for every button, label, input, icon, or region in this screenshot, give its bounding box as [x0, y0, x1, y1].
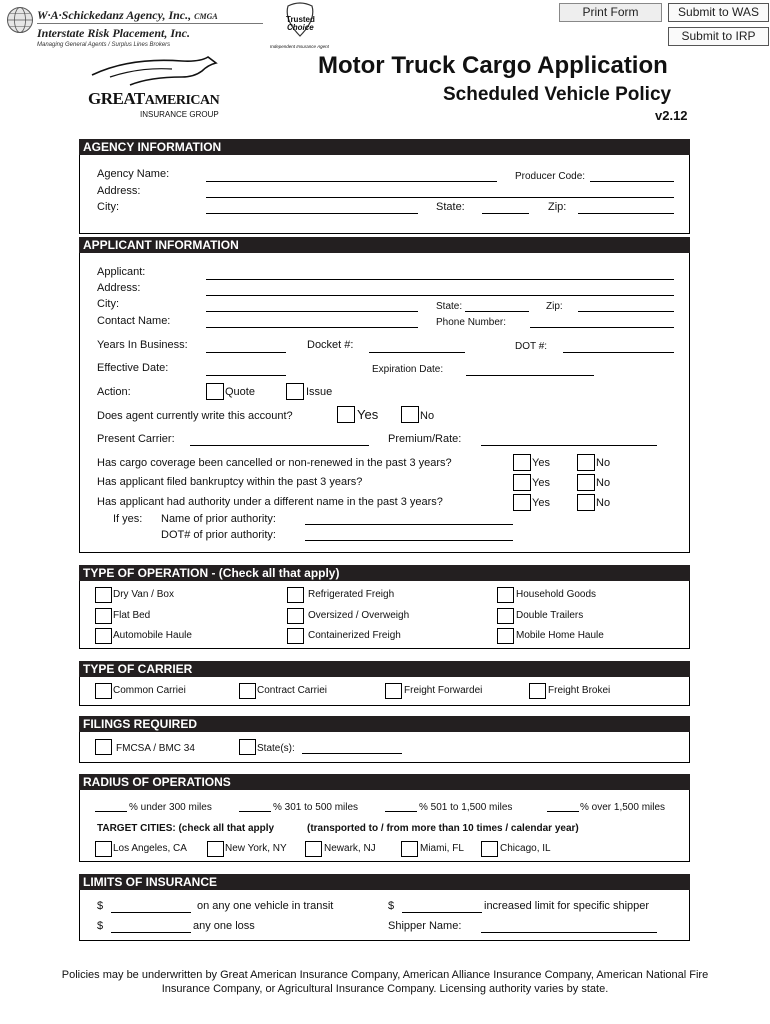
op-oversized-checkbox[interactable]	[287, 608, 304, 624]
authority-yes-label: Yes	[532, 497, 550, 509]
footer-disclaimer: Policies may be underwritten by Great American Insurance Company, American Alliance Insurance Company, American National Fire Insurance Company, or Agricultural Insurance Company. Licensing authority varies by state.	[61, 969, 709, 995]
carrier-forwarder-checkbox[interactable]	[385, 683, 402, 699]
states-checkbox[interactable]	[239, 739, 256, 755]
dot-label: DOT #:	[515, 341, 548, 352]
carrier-forwarder-label: Freight Forwardei	[404, 685, 483, 696]
agent-writes-no-label: No	[420, 410, 435, 422]
agency-address-field[interactable]	[206, 197, 674, 198]
issue-checkbox[interactable]	[286, 383, 304, 400]
carrier-common-checkbox[interactable]	[95, 683, 112, 699]
op-oversized-label: Oversized / Overweigh	[308, 610, 410, 621]
carrier-contract-checkbox[interactable]	[239, 683, 256, 699]
agency-city-label: City:	[97, 201, 119, 213]
insurance-group-text: INSURANCE GROUP	[140, 110, 219, 119]
cancelled-yes-checkbox[interactable]	[513, 454, 531, 471]
agent-writes-no-checkbox[interactable]	[401, 406, 419, 423]
radius-under-300-label: % under 300 miles	[129, 802, 212, 813]
loss-limit-dollar: $	[97, 920, 104, 932]
agency-state-field[interactable]	[482, 213, 529, 214]
producer-code-label: Producer Code:	[515, 171, 586, 182]
target-cities-label: TARGET CITIES: (check all that apply	[97, 823, 275, 834]
vehicle-limit-label: on any one vehicle in transit	[197, 900, 334, 912]
expiration-date-field[interactable]	[466, 375, 594, 376]
filings-section-heading: FILINGS REQUIRED	[79, 716, 690, 732]
fmcsa-label: FMCSA / BMC 34	[116, 743, 195, 754]
producer-code-field[interactable]	[590, 181, 674, 182]
agency-zip-label: Zip:	[548, 201, 567, 213]
applicant-zip-field[interactable]	[578, 311, 674, 312]
op-automobile-label: Automobile Haule	[113, 630, 192, 641]
city-new-york-label: New York, NY	[225, 843, 287, 854]
bankruptcy-yes-label: Yes	[532, 477, 550, 489]
bankruptcy-question: Has applicant filed bankruptcy within the past 3 years?	[97, 476, 363, 488]
city-miami-checkbox[interactable]	[401, 841, 418, 857]
agency-logo-name: W·A·Schickedanz Agency, Inc.,	[37, 8, 192, 22]
applicant-city-label: City:	[97, 298, 119, 310]
cancelled-no-label: No	[596, 457, 611, 469]
agency-zip-field[interactable]	[578, 213, 674, 214]
city-newark-checkbox[interactable]	[305, 841, 322, 857]
applicant-section-heading: APPLICANT INFORMATION	[79, 237, 690, 253]
authority-question: Has applicant had authority under a different name in the past 3 years?	[97, 496, 443, 508]
agency-name-label: Agency Name:	[97, 168, 170, 180]
city-chicago-label: Chicago, IL	[500, 843, 551, 854]
radius-over-1500-label: % over 1,500 miles	[580, 802, 666, 813]
city-los-angeles-checkbox[interactable]	[95, 841, 112, 857]
authority-no-label: No	[596, 497, 611, 509]
vehicle-limit-dollar: $	[97, 900, 104, 912]
bankruptcy-yes-checkbox[interactable]	[513, 474, 531, 491]
phone-number-field[interactable]	[530, 327, 674, 328]
globe-icon	[6, 6, 34, 34]
shipper-name-label: Shipper Name:	[388, 920, 462, 932]
applicant-field[interactable]	[206, 279, 674, 280]
cancelled-no-checkbox[interactable]	[577, 454, 595, 471]
op-dry-van-label: Dry Van / Box	[113, 589, 174, 600]
agency-name-field[interactable]	[206, 181, 497, 182]
op-containerized-checkbox[interactable]	[287, 628, 304, 644]
present-carrier-field[interactable]	[190, 445, 369, 446]
cancelled-question: Has cargo coverage been cancelled or non-renewed in the past 3 years?	[97, 457, 452, 469]
applicant-label: Applicant:	[97, 266, 146, 278]
applicant-city-field[interactable]	[206, 311, 418, 312]
effective-date-label: Effective Date:	[97, 362, 169, 374]
quote-label: Quote	[225, 386, 255, 398]
radius-301-500-field[interactable]	[239, 811, 271, 812]
carrier-broker-label: Freight Brokei	[548, 685, 611, 696]
prior-authority-dot-label: DOT# of prior authority:	[161, 529, 276, 541]
docket-field[interactable]	[369, 352, 465, 353]
applicant-zip-label: Zip:	[546, 301, 563, 312]
eagle-icon	[90, 55, 220, 89]
page-title: Motor Truck Cargo Application	[318, 52, 668, 79]
city-new-york-checkbox[interactable]	[207, 841, 224, 857]
contact-name-field[interactable]	[206, 327, 418, 328]
cancelled-yes-label: Yes	[532, 457, 550, 469]
contact-name-label: Contact Name:	[97, 315, 171, 327]
carrier-common-label: Common Carriei	[113, 685, 186, 696]
radius-301-500-label: % 301 to 500 miles	[273, 802, 359, 813]
vehicle-limit-field[interactable]	[111, 912, 191, 913]
carrier-contract-label: Contract Carriei	[257, 685, 328, 696]
bankruptcy-no-label: No	[596, 477, 611, 489]
op-refrigerated-checkbox[interactable]	[287, 587, 304, 603]
limits-section-heading: LIMITS OF INSURANCE	[79, 874, 690, 890]
op-mobile-home-checkbox[interactable]	[497, 628, 514, 644]
if-yes-label: If yes:	[113, 513, 143, 525]
great-american-logo	[88, 55, 248, 121]
radius-501-1500-label: % 501 to 1,500 miles	[419, 802, 513, 813]
effective-date-field[interactable]	[206, 375, 286, 376]
expiration-date-label: Expiration Date:	[372, 364, 444, 375]
city-chicago-checkbox[interactable]	[481, 841, 498, 857]
trusted-choice-logo	[272, 2, 328, 52]
loss-limit-field[interactable]	[111, 932, 191, 933]
print-form-button[interactable]: Print Form	[559, 3, 662, 22]
op-double-trailers-checkbox[interactable]	[497, 608, 514, 624]
present-carrier-label: Present Carrier:	[97, 433, 175, 445]
version-label: v2.12	[655, 108, 688, 123]
shipper-limit-label: increased limit for specific shipper	[484, 900, 650, 912]
fmcsa-checkbox[interactable]	[95, 739, 112, 755]
submit-to-was-button[interactable]: Submit to WAS	[668, 3, 769, 22]
op-dry-van-checkbox[interactable]	[95, 587, 112, 603]
agent-writes-yes-label: Yes	[357, 407, 379, 422]
carrier-section-heading: TYPE OF CARRIER	[79, 661, 690, 677]
states-field[interactable]	[302, 753, 402, 754]
op-flat-bed-checkbox[interactable]	[95, 608, 112, 624]
radius-over-1500-field[interactable]	[547, 811, 579, 812]
op-flat-bed-label: Flat Bed	[113, 610, 151, 621]
agency-logo-suffix: CMGA	[194, 12, 218, 21]
choice-text: Choice	[287, 23, 314, 32]
carrier-broker-checkbox[interactable]	[529, 683, 546, 699]
authority-yes-checkbox[interactable]	[513, 494, 531, 511]
bankruptcy-no-checkbox[interactable]	[577, 474, 595, 491]
op-mobile-home-label: Mobile Home Haule	[516, 630, 604, 641]
city-los-angeles-label: Los Angeles, CA	[113, 843, 187, 854]
agent-writes-yes-checkbox[interactable]	[337, 406, 355, 423]
agency-section-heading: AGENCY INFORMATION	[79, 139, 690, 155]
op-household-checkbox[interactable]	[497, 587, 514, 603]
op-automobile-checkbox[interactable]	[95, 628, 112, 644]
american-text: AMERICAN	[144, 93, 220, 108]
states-label: State(s):	[257, 743, 295, 754]
city-newark-label: Newark, NJ	[324, 843, 376, 854]
trusted-text: Trusted	[286, 15, 315, 24]
city-miami-label: Miami, FL	[420, 843, 464, 854]
op-household-label: Household Goods	[516, 589, 597, 600]
action-label: Action:	[97, 386, 131, 398]
agency-address-label: Address:	[97, 185, 141, 197]
quote-checkbox[interactable]	[206, 383, 224, 400]
submit-to-irp-button[interactable]: Submit to IRP	[668, 27, 769, 46]
irp-logo-name: Interstate Risk Placement, Inc.	[37, 26, 190, 40]
radius-under-300-field[interactable]	[95, 811, 127, 812]
op-containerized-label: Containerized Freigh	[308, 630, 401, 641]
agency-city-field[interactable]	[206, 213, 418, 214]
page-subtitle: Scheduled Vehicle Policy	[443, 84, 672, 105]
op-refrigerated-label: Refrigerated Freigh	[308, 589, 395, 600]
applicant-state-field[interactable]	[465, 311, 529, 312]
shipper-name-field[interactable]	[481, 932, 657, 933]
shipper-limit-field[interactable]	[402, 912, 482, 913]
applicant-address-label: Address:	[97, 282, 141, 294]
years-in-business-label: Years In Business:	[97, 339, 188, 351]
premium-rate-field[interactable]	[481, 445, 657, 446]
applicant-address-field[interactable]	[206, 295, 674, 296]
dot-field[interactable]	[563, 352, 674, 353]
prior-authority-name-field[interactable]	[305, 524, 513, 525]
transported-note: (transported to / from more than 10 times / calendar year)	[307, 823, 579, 834]
applicant-state-label: State:	[436, 301, 463, 312]
premium-rate-label: Premium/Rate:	[388, 433, 462, 445]
radius-section-heading: RADIUS OF OPERATIONS	[79, 774, 690, 790]
agent-writes-question: Does agent currently write this account?	[97, 410, 293, 422]
issue-label: Issue	[306, 386, 333, 398]
agency-tagline: Managing General Agents / Surplus Lines Brokers	[37, 42, 171, 48]
years-in-business-field[interactable]	[206, 352, 286, 353]
great-text: GREAT	[88, 89, 145, 108]
op-double-trailers-label: Double Trailers	[516, 610, 584, 621]
schickedanz-logo	[6, 6, 266, 52]
trusted-choice-tag: Independent Insurance Agent	[270, 44, 329, 49]
radius-501-1500-field[interactable]	[385, 811, 417, 812]
docket-label: Docket #:	[307, 339, 354, 351]
agency-state-label: State:	[436, 201, 465, 213]
shipper-limit-dollar: $	[388, 900, 395, 912]
logo-rule	[37, 23, 263, 24]
authority-no-checkbox[interactable]	[577, 494, 595, 511]
prior-authority-name-label: Name of prior authority:	[161, 513, 276, 525]
prior-authority-dot-field[interactable]	[305, 540, 513, 541]
operation-section-heading: TYPE OF OPERATION - (Check all that apply)	[79, 565, 690, 581]
loss-limit-label: any one loss	[193, 920, 255, 932]
phone-number-label: Phone Number:	[436, 317, 507, 328]
